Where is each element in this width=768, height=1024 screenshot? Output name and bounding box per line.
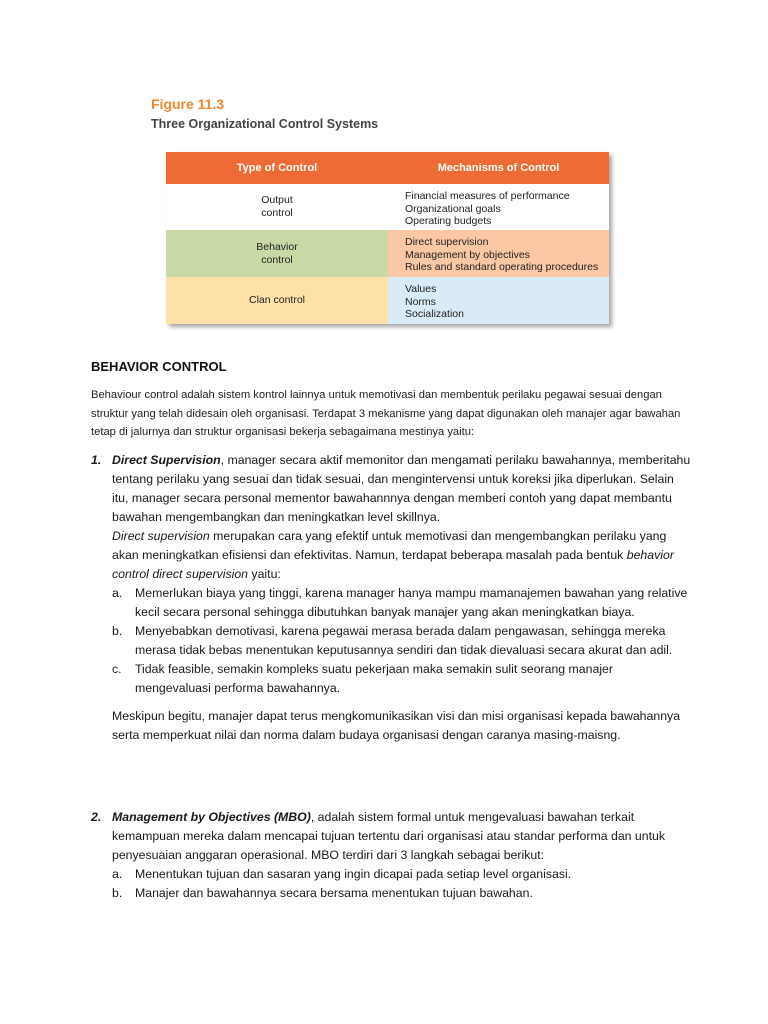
item-text: adalah sistem formal untuk mengevaluasi bawahan terkait kemampuan mereka dalam mencapai tujuan tertentu dari organisasi atau standar performa dan untuk penyesuaian anggaran operasional. MBO terdiri dari 3 langkah sebagai berikut: bbox=[112, 810, 665, 862]
item-term: behavior control direct supervision bbox=[112, 548, 674, 581]
sub-item-text: Menentukan tujuan dan sasaran yang ingin dicapai pada setiap level organisasi. bbox=[135, 867, 572, 881]
item-term: Direct Supervision bbox=[112, 453, 221, 467]
item-paragraph bbox=[112, 527, 691, 584]
item-comma: , bbox=[220, 453, 225, 467]
mechanisms-cell bbox=[388, 277, 609, 324]
item-paragraph bbox=[112, 451, 691, 527]
control-type-cell bbox=[166, 184, 388, 230]
item-comma: , bbox=[310, 810, 315, 824]
table-row bbox=[166, 230, 609, 277]
mechanism-item: Management by objectives bbox=[405, 248, 530, 261]
mechanism-item: Operating budgets bbox=[405, 215, 492, 227]
intro-paragraph: Behaviour control adalah sistem kontrol lainnya untuk memotivasi dan membentuk perilaku pegawai sesuai dengan struktur yang telah didesain oleh organisasi. Terdapat 3 mekanisme yang dapat digunakan oleh manajer agar bawahan tetap di jalurnya dan struktur organisasi bekerja sebagaimana mestinya yaitu: bbox=[91, 389, 681, 438]
sub-item bbox=[112, 660, 691, 698]
item-number: 2. bbox=[91, 810, 102, 824]
item-number: 1. bbox=[91, 453, 102, 467]
spacer bbox=[91, 698, 691, 707]
section-heading: BEHAVIOR CONTROL bbox=[91, 359, 227, 374]
item-term: Direct supervision bbox=[112, 529, 210, 543]
mechanism-item: Organizational goals bbox=[405, 202, 501, 215]
sub-item-text: Memerlukan biaya yang tinggi, karena manager hanya mampu mamanajemen bawahan yang relative kecil secara personal sehingga dibutuhkan banyak manajer yang akan meningkatkan biaya. bbox=[135, 586, 688, 619]
item-text: merupakan cara yang efektif untuk memotivasi dan mengembangkan perilaku yang akan meningkatkan efisiensi dan efektivitas. Namun, terdapat beberapa masalah pada bentuk bbox=[112, 529, 667, 562]
control-type-line: Behavior bbox=[256, 240, 298, 253]
sub-item-letter: a. bbox=[112, 867, 123, 881]
item-text: manager secara aktif memonitor dan mengamati perilaku bawahannya, memberitahu tentang perilaku yang sesuai dan tidak sesuai, dan mengintervensi untuk koreksi jika diperlukan. Selain itu, manager secara personal mementor bawahannnya dengan memberi contoh yang dapat membantu bawahan mengembangkan dan meningkatkan level skillnya. bbox=[112, 453, 691, 524]
sub-item bbox=[112, 865, 691, 884]
item-text: yaitu: bbox=[248, 567, 281, 581]
sub-item-letter: a. bbox=[112, 586, 123, 600]
mechanisms-cell bbox=[388, 184, 609, 230]
mechanism-item: Socialization bbox=[405, 308, 464, 320]
mechanism-item: Rules and standard operating procedures bbox=[405, 261, 599, 273]
sub-item-text: Manajer dan bawahannya secara bersama menentukan tujuan bawahan. bbox=[135, 886, 533, 900]
list-item-direct-supervision bbox=[91, 451, 691, 745]
table-row bbox=[166, 184, 609, 230]
closing-paragraph: Meskipun begitu, manajer dapat terus mengkomunikasikan visi dan misi organisasi kepada bawahannya serta memperkuat nilai dan norma dalam budaya organisasi dengan caranya masing-maisng. bbox=[112, 709, 681, 742]
sub-item-letter: b. bbox=[112, 886, 123, 900]
header-mechanisms-of-control: Mechanisms of Control bbox=[437, 162, 560, 174]
mechanism-item: Norms bbox=[405, 295, 436, 308]
header-type-of-control: Type of Control bbox=[236, 162, 318, 174]
control-type-line: control bbox=[261, 207, 293, 219]
mechanism-item: Financial measures of performance bbox=[405, 190, 570, 202]
control-type-line: Clan control bbox=[248, 294, 306, 306]
mechanism-item: Direct supervision bbox=[405, 236, 489, 248]
sub-item-letter: b. bbox=[112, 624, 123, 638]
control-type-line: control bbox=[261, 253, 293, 266]
control-type-cell bbox=[166, 230, 388, 277]
control-type-line: Output bbox=[261, 194, 293, 206]
sub-item bbox=[112, 884, 691, 903]
sub-item bbox=[112, 584, 691, 622]
table-header bbox=[166, 152, 609, 184]
control-systems-table bbox=[166, 152, 609, 324]
sub-item-letter: c. bbox=[112, 662, 122, 676]
control-type-cell bbox=[166, 277, 388, 324]
sub-item-text: Menyebabkan demotivasi, karena pegawai merasa berada dalam pengawasan, sehingga mereka merasa tidak bebas menentukan keputusannya sendiri dan tidak dievaluasi secara akurat dan adil. bbox=[135, 624, 673, 657]
figure-title: Three Organizational Control Systems bbox=[151, 117, 379, 131]
sub-item-text: Tidak feasible, semakin kompleks suatu pekerjaan maka semakin sulit seorang manajer mengevaluasi performa bawahannya. bbox=[135, 662, 613, 695]
sub-item bbox=[112, 622, 691, 660]
mechanism-item: Values bbox=[405, 283, 437, 295]
table-row bbox=[166, 277, 609, 324]
item-content bbox=[112, 451, 691, 584]
figure-number: Figure 11.3 bbox=[151, 96, 225, 112]
item-paragraph bbox=[112, 808, 691, 865]
item-content bbox=[112, 808, 691, 865]
item-term: Management by Objectives (MBO) bbox=[112, 810, 311, 824]
list-item-mbo bbox=[91, 808, 691, 903]
mechanisms-cell bbox=[388, 230, 609, 277]
